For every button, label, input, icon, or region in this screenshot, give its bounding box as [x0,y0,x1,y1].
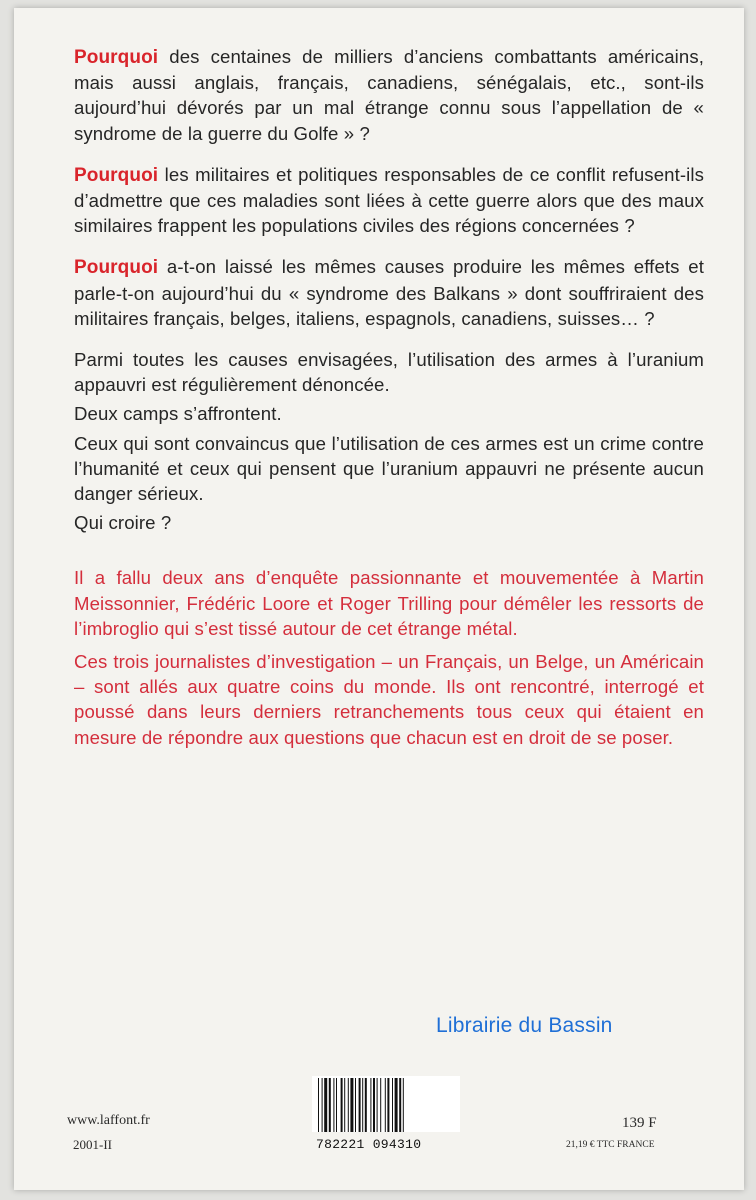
red-paragraph-2: Ces trois journalistes d’investigation – un Français, un Belge, un Américain – sont allés aux quatre coins du monde. Ils ont rencontré, interrogé et poussé dans leurs derniers retranchements tous ceux qui étaient en mesure de répondre aux questions que chacun est en droit de se poser. [74,651,704,748]
paragraph-text: a-t-on laissé les mêmes causes produire les mêmes effets et parle-t-on aujourd’hui du « syndrome des Balkans » dont souffriraient des militaires français, belges, italiens, espagnols, canadiens, suisses… ? [74,256,704,329]
pourquoi-keyword: Pourquoi [74,47,159,68]
pourquoi-keyword: Pourquoi [74,164,159,186]
red-paragraph-1: Il a fallu deux ans d’enquête passionnante et mouvementée à Martin Meissonnier, Frédéric Loore et Roger Trilling pour démêler les ressorts de l’imbroglio qui s’est tissé autour de cet étrange métal. [74,567,704,639]
isbn-barcode [312,1076,460,1152]
question-paragraph-1 [74,44,704,146]
bookstore-stamp: Librairie du Bassin [436,1014,613,1037]
pourquoi-keyword: Pourquoi [74,257,159,279]
barcode-bars [316,1078,456,1134]
edition-code: 2001-II [73,1137,112,1152]
paragraph-text: les militaires et politiques responsables de ce conflit refusent-ils d’admettre que ces maladies sont liées à cette guerre alors que des maux similaires frappent les populations civiles des régions concernées ? [74,163,704,237]
body-line-2: Deux camps s’affrontent. [74,403,282,425]
question-paragraph-3 [74,254,704,331]
body-line-4: Qui croire ? [74,512,172,534]
question-paragraph-2 [74,162,704,239]
price-franc: 139 F [622,1115,657,1131]
body-line-3: Ceux qui sont convaincus que l’utilisation de ces armes est un crime contre l’humanité et ceux qui pensent que l’uranium appauvri ne présente aucun danger sérieux. [74,432,704,505]
price-euro: 21,19 € TTC FRANCE [566,1140,655,1150]
body-line-1: Parmi toutes les causes envisagées, l’utilisation des armes à l’uranium appauvri est régulièrement dénoncée. [74,349,704,396]
paragraph-text: des centaines de milliers d’anciens combattants américains, mais aussi anglais, français, canadiens, sénégalais, etc., sont-ils aujourd’hui dévorés par un mal étrange connu sous l’appellation de « syndrome de la guerre du Golfe » ? [74,46,704,144]
red-text-block [74,565,704,749]
publisher-website: www.laffont.fr [67,1113,150,1128]
barcode-number: 782221 094310 [316,1137,422,1152]
blurb-text [74,44,704,750]
